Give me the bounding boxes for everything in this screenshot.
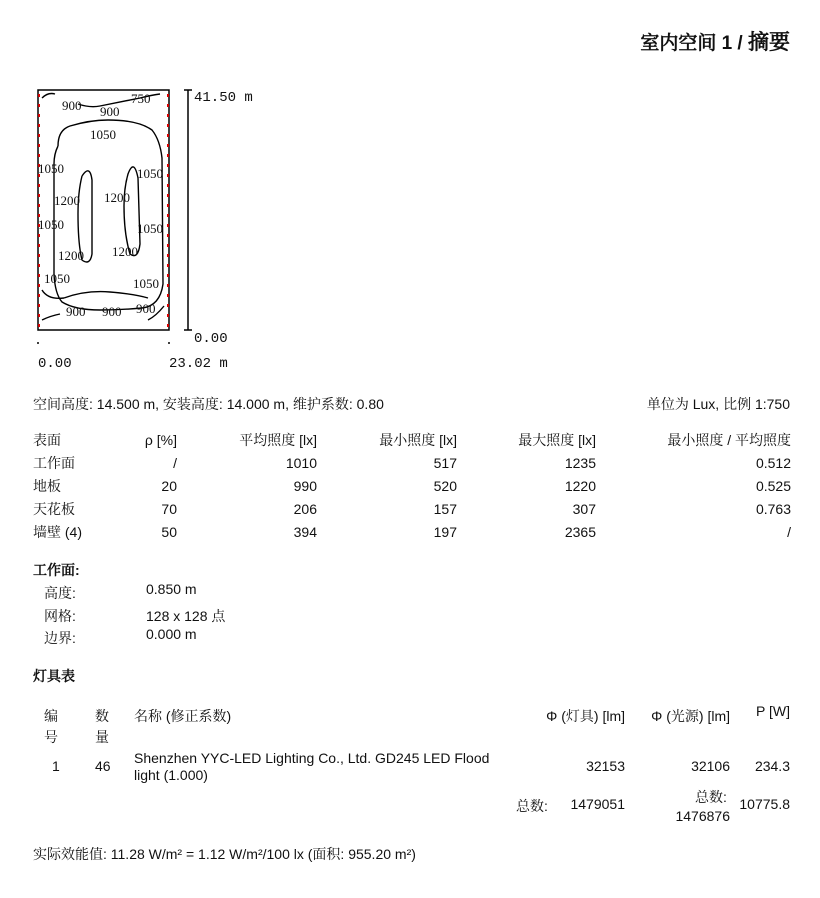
iso-label: 1050 [38,217,64,232]
cell-maximum: 1235 [564,454,596,471]
luminaire-table-heading: 灯具表 [33,668,75,684]
iso-label: 900 [62,98,82,113]
cell-average: 1010 [285,454,317,471]
luminaire-flux-luminaire: 32153 [586,758,625,774]
iso-label: 1050 [137,166,163,181]
efficiency-value: 实际效能值: 11.28 W/m² = 1.12 W/m²/100 lx (面积: 955.20 m²) [33,846,416,862]
col-header-uniformity: 最小照度 / 平均照度 [667,431,791,448]
table-header-row [33,428,791,451]
iso-label: 900 [136,301,156,316]
total-power: 10775.8 [739,796,790,812]
iso-label: 1050 [133,276,159,291]
total-flux-luminaire: 1479051 [570,796,625,812]
vertical-scale-bar [184,90,192,330]
cell-minimum: 197 [433,523,457,540]
col-header-quantity: 数量 [95,708,109,745]
cell-minimum: 157 [433,500,457,517]
page-title-main: 摘要 [748,31,790,54]
table-row [33,497,791,520]
total-label-luminaire: 总数: [516,798,548,814]
workplane-height-label: 高度: [44,585,76,601]
col-header-reflectance: ρ [%] [144,431,177,448]
cell-average: 394 [293,523,317,540]
cell-uniformity: 0.512 [755,454,791,471]
col-header-number: 编号 [44,708,58,745]
workplane-grid-label: 网格: [44,608,76,624]
col-header-average: 平均照度 [lx] [239,431,317,448]
luminaire-number: 1 [52,758,60,774]
iso-label: 1050 [38,161,64,176]
table-row [33,520,791,543]
cell-average: 990 [293,477,317,494]
cell-maximum: 2365 [564,523,596,540]
isolux-plan [30,84,270,344]
luminaire-name: Shenzhen YYC-LED Lighting Co., Ltd. GD245 LED Flood light (1.000) [134,750,490,783]
cell-reflectance: 70 [161,500,177,517]
cell-uniformity: 0.763 [755,500,791,517]
page-title-prefix: 室内空间 1 / [640,33,743,54]
cell-maximum: 1220 [564,477,596,494]
workplane-grid-value: 128 x 128 点 [146,608,226,624]
cell-reflectance: 50 [161,523,177,540]
col-header-minimum: 最小照度 [lx] [379,431,457,448]
surfaces-table [33,428,791,543]
table-row [33,474,791,497]
cell-reflectance: / [173,454,177,471]
luminaire-quantity: 46 [95,758,111,774]
cell-reflectance: 20 [161,477,177,494]
total-label-source: 总数: [695,789,727,805]
room-heights-info: 空间高度: 14.500 m, 安装高度: 14.000 m, 维护系数: 0.80 [33,396,384,412]
iso-label: 1050 [44,271,70,286]
col-header-flux-source: Φ (光源) [lm] [651,708,730,724]
scale-y-max: 41.50 m [194,90,253,106]
col-header-power: P [W] [756,703,790,719]
iso-label: 900 [66,304,86,319]
total-flux-source: 1476876 [675,808,730,824]
cell-minimum: 520 [433,477,457,494]
page-title [640,26,790,56]
cell-uniformity: 0.525 [755,477,791,494]
luminaire-power: 234.3 [754,758,790,774]
luminaire-flux-source: 32106 [691,758,730,774]
cell-surface: 天花板 [33,500,75,517]
iso-label: 750 [131,91,151,106]
col-header-name: 名称 (修正系数) [134,708,232,724]
iso-label: 900 [100,104,120,119]
workplane-heading: 工作面: [33,562,80,578]
unit-scale-info: 单位为 Lux, 比例 1:750 [646,396,790,412]
iso-label: 1200 [112,244,138,259]
iso-label: 1200 [54,193,80,208]
scale-x-min: 0.00 [38,356,72,372]
cell-surface: 地板 [33,477,61,494]
col-header-surface: 表面 [33,431,61,448]
iso-label: 1200 [58,248,84,263]
workplane-border-label: 边界: [44,630,76,646]
iso-label: 1200 [104,190,130,205]
cell-surface: 工作面 [33,454,75,471]
col-header-maximum: 最大照度 [lx] [518,431,596,448]
cell-minimum: 517 [433,454,457,471]
table-row [33,451,791,474]
iso-label: 900 [102,304,122,319]
scale-y-min: 0.00 [194,331,228,347]
cell-uniformity: / [787,523,791,540]
scale-x-max: 23.02 m [169,356,228,372]
cell-average: 206 [293,500,317,517]
cell-maximum: 307 [572,500,596,517]
workplane-border-value: 0.000 m [146,626,197,642]
horizontal-scale-bar [38,342,169,344]
iso-label: 1050 [137,221,163,236]
col-header-flux-luminaire: Φ (灯具) [lm] [546,708,625,724]
cell-surface: 墙壁 (4) [33,523,82,540]
iso-label: 1050 [90,127,116,142]
workplane-height-value: 0.850 m [146,581,197,597]
